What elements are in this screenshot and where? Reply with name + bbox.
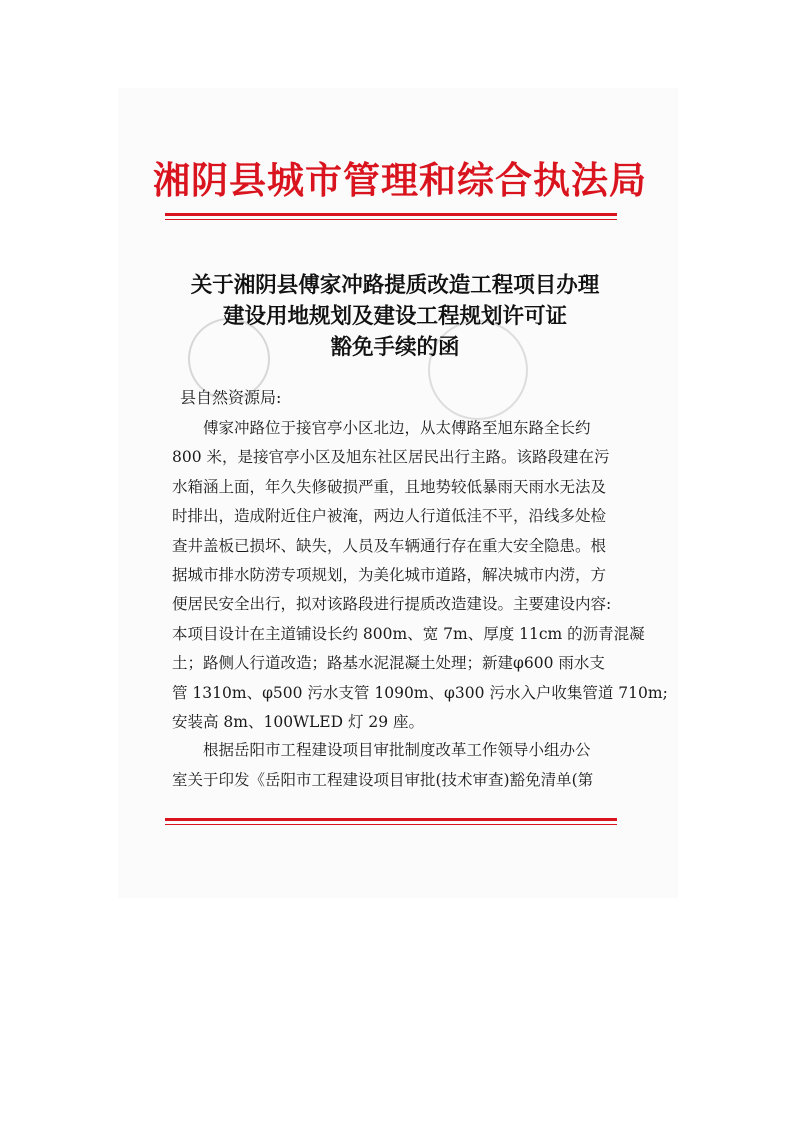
paragraph-line: 800 米，是接官亭小区及旭东社区居民出行主路。该路段建在污: [172, 448, 610, 467]
letter-title-line: 建设用地规划及建设工程规划许可证: [222, 304, 567, 329]
paragraph-line: 土；路侧人行道改造；路基水泥混凝土处理；新建φ600 雨水支: [172, 654, 605, 673]
footer-rule-thin: [165, 824, 617, 825]
letter-title-line: 关于湘阴县傅家冲路提质改造工程项目办理: [190, 273, 600, 298]
letter-title: [180, 270, 610, 363]
paragraph-line: 傅家冲路位于接官亭小区北边，从太傅路至旭东路全长约: [172, 419, 591, 437]
paragraph-line: 管 1310m、φ500 污水支管 1090m、φ300 污水入户收集管道 710m;: [172, 683, 668, 702]
paragraph-line: 水箱涵上面，年久失修破损严重，且地势较低暴雨天雨水无法及: [172, 477, 607, 496]
paragraph-1: [172, 414, 668, 737]
recipient-line: 县自然资源局:: [180, 388, 282, 407]
paragraph-line: 据城市排水防涝专项规划，为美化城市道路，解决城市内涝，方: [172, 565, 607, 584]
paragraph-line: 查井盖板已损坏、缺失，人员及车辆通行存在重大安全隐患。根: [172, 536, 607, 555]
paragraph-line: 根据岳阳市工程建设项目审批制度改革工作领导小组办公: [172, 741, 591, 759]
agency-letterhead: 湘阴县城市管理和综合执法局: [153, 158, 647, 202]
letter-title-line: 豁免手续的函: [330, 335, 460, 360]
letterhead-rule-thick: [165, 213, 617, 216]
paragraph-line: 便居民安全出行，拟对该路段进行提质改造建设。主要建设内容:: [172, 595, 612, 614]
paragraph-line: 本项目设计在主道铺设长约 800m、宽 7m、厚度 11cm 的沥青混凝: [172, 624, 645, 643]
paragraph-line: 安装高 8m、100WLED 灯 29 座。: [172, 712, 425, 731]
paragraph-line: 时排出，造成附近住户被淹，两边人行道低洼不平，沿线多处检: [172, 507, 607, 526]
letterhead-rule-thin: [165, 219, 617, 220]
paragraph-line: 室关于印发《岳阳市工程建设项目审批(技术审查)豁免清单(第: [172, 771, 594, 789]
paragraph-2: [172, 735, 610, 795]
footer-rule-thick: [165, 818, 617, 821]
